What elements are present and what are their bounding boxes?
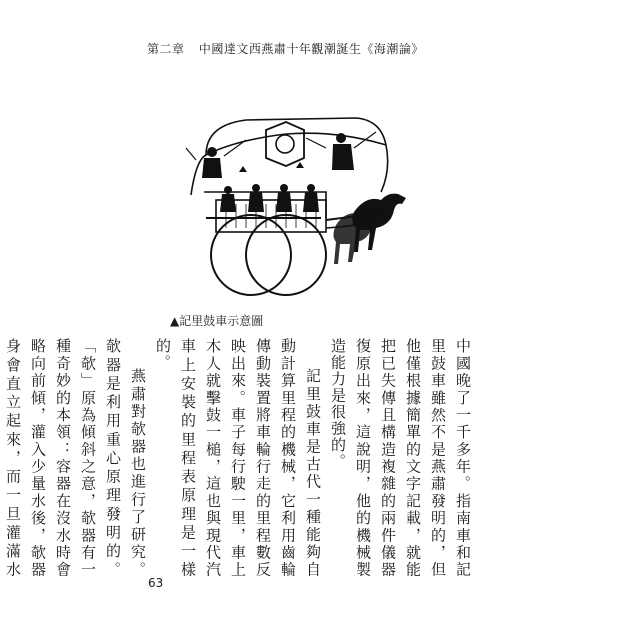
paragraph: 燕肅對欹器也進行了研究。欹器是利用重心原理發明的。「欹」原為傾斜之意，欹器有一種奇妙的本領：容器在沒水時會略向前傾，灌入少量水後，欹器身會直立起來，而一旦灌滿水 <box>4 338 147 578</box>
chapter-title: 中國達文西燕肅十年觀潮誕生《海潮論》 <box>198 42 424 56</box>
odometer-cart-drawing <box>176 100 426 310</box>
body-text <box>4 338 475 578</box>
page-number: 63 <box>148 576 164 590</box>
running-header <box>147 40 424 57</box>
chapter-label: 第二章 <box>147 42 185 56</box>
odometer-cart-illustration <box>176 100 426 310</box>
paragraph: 中國晚了一千多年。指南車和記里鼓車雖然不是燕肅發明的，但他僅根據簡單的文字記載，就能把已失傳且構造複雜的兩件儀器復原出來，這說明，他的機械製造能力是很強的。 <box>329 338 472 578</box>
figure-caption: ▲記里鼓車示意圖 <box>170 314 264 328</box>
paragraph: 記里鼓車是古代一種能夠自動計算里程的機械，它利用齒輪傳動裝置將車輪行走的里程數反映出來。車子每行駛一里，車上木人就擊鼓一槌，這也與現代汽車上安裝的里程表原理是一樣的。 <box>154 338 322 578</box>
